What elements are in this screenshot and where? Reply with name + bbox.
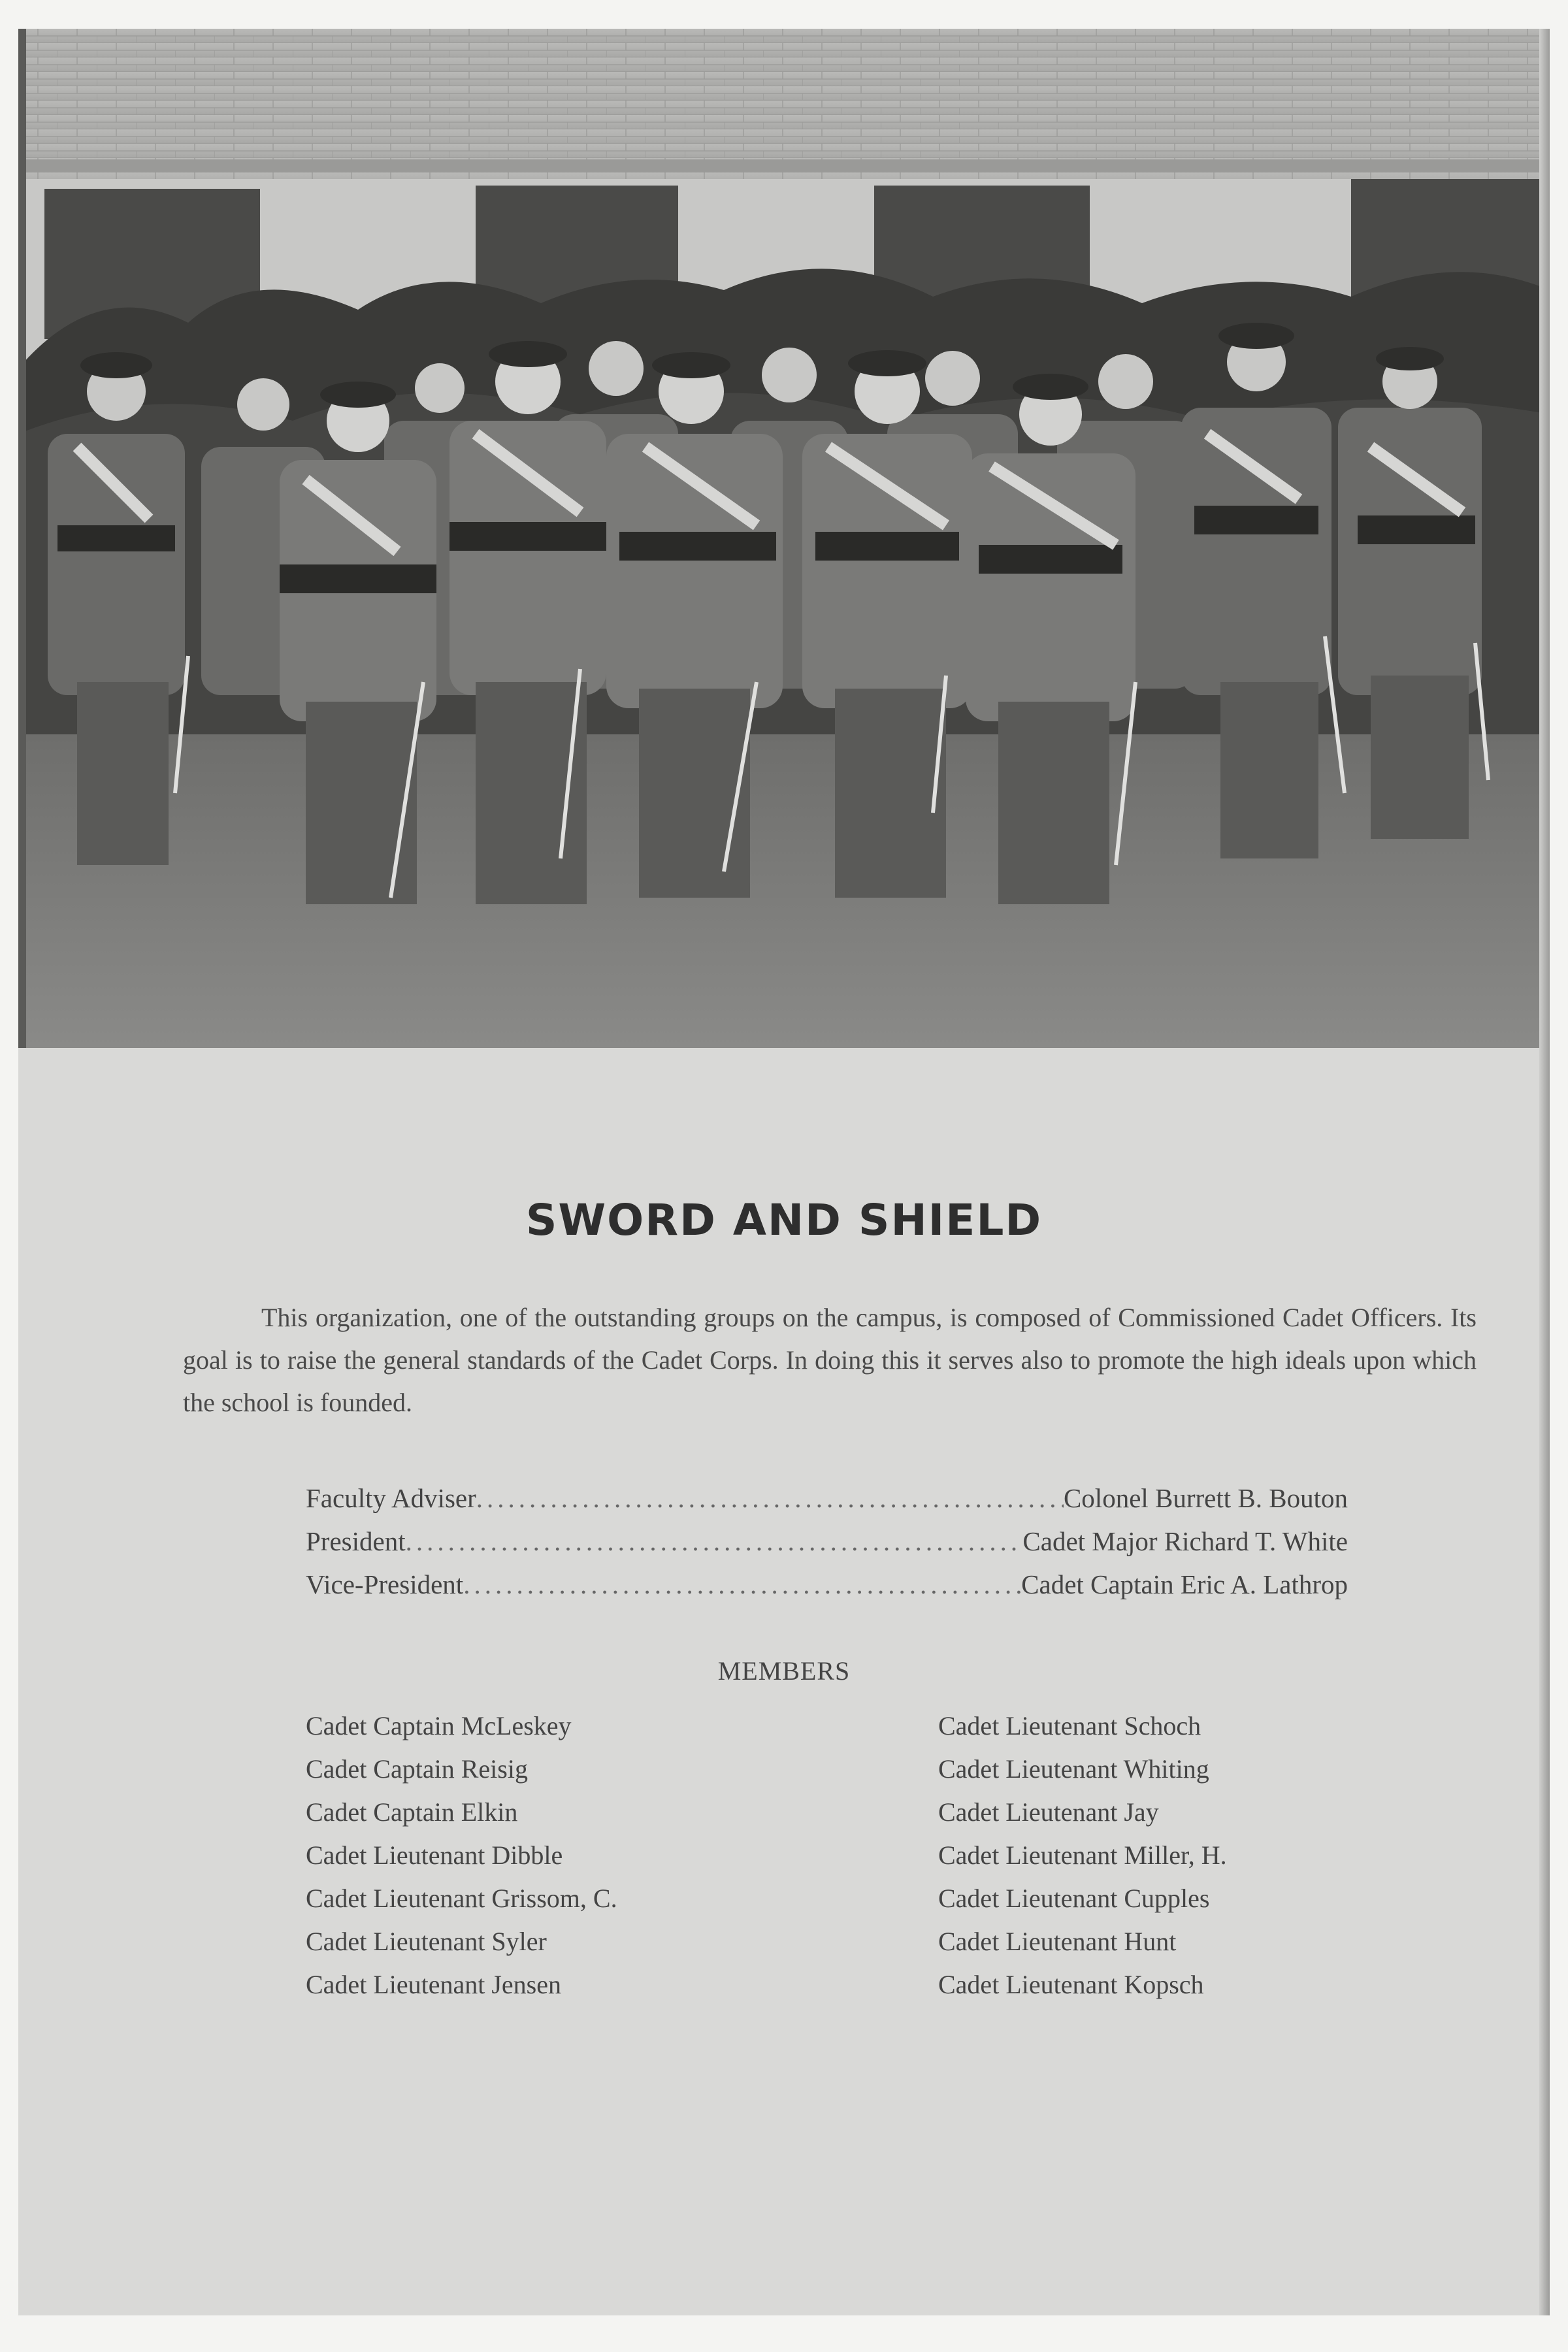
photo-edge-shadow	[18, 29, 26, 1048]
officer-name: Colonel Burrett B. Bouton	[1063, 1483, 1348, 1513]
officer-name: Cadet Captain Eric A. Lathrop	[1021, 1569, 1348, 1599]
member-item: Cadet Lieutenant Jensen	[306, 1970, 561, 1999]
members-heading: MEMBERS	[717, 1656, 851, 1686]
member-item: Cadet Lieutenant Syler	[306, 1927, 547, 1956]
member-item: Cadet Lieutenant Kopsch	[938, 1970, 1204, 1999]
officers-list	[306, 1482, 1348, 1612]
officer-role: Vice-President	[306, 1569, 464, 1599]
member-item: Cadet Lieutenant Dibble	[306, 1840, 563, 1870]
member-item: Cadet Captain McLeskey	[306, 1711, 572, 1740]
description-text: This organization, one of the outstanding groups on the campus, is composed of Commissioned Cadet Officers. Its goal is to raise the general standards of the Cadet Corps. In doing this it serves also to promote the high ideals upon which the school is founded.	[183, 1303, 1477, 1417]
member-item: Cadet Lieutenant Miller, H.	[938, 1840, 1227, 1870]
member-item: Cadet Lieutenant Hunt	[938, 1927, 1177, 1956]
member-item: Cadet Lieutenant Jay	[938, 1797, 1159, 1827]
member-item: Cadet Lieutenant Grissom, C.	[306, 1884, 617, 1913]
members-list-right	[938, 1705, 1227, 2006]
dot-leader	[476, 1482, 1064, 1514]
officer-role: President	[306, 1526, 406, 1556]
description-paragraph	[183, 1296, 1477, 1424]
officer-row	[306, 1526, 1348, 1569]
group-photo	[18, 29, 1550, 1048]
dot-leader	[463, 1569, 1021, 1600]
members-list-left	[306, 1705, 617, 2006]
member-item: Cadet Captain Elkin	[306, 1797, 518, 1827]
page-title: SWORD AND SHIELD	[525, 1195, 1043, 1245]
officer-name: Cadet Major Richard T. White	[1022, 1526, 1348, 1556]
officer-role: Faculty Adviser	[306, 1483, 476, 1513]
dot-leader	[406, 1526, 1023, 1557]
member-item: Cadet Captain Reisig	[306, 1754, 528, 1784]
member-item: Cadet Lieutenant Whiting	[938, 1754, 1209, 1784]
member-item: Cadet Lieutenant Cupples	[938, 1884, 1210, 1913]
officer-row	[306, 1482, 1348, 1526]
yearbook-page	[18, 29, 1550, 2315]
member-item: Cadet Lieutenant Schoch	[938, 1711, 1201, 1740]
cadet-officers-photo	[18, 29, 1550, 1048]
page-edge	[1539, 29, 1550, 2315]
officer-row	[306, 1569, 1348, 1612]
